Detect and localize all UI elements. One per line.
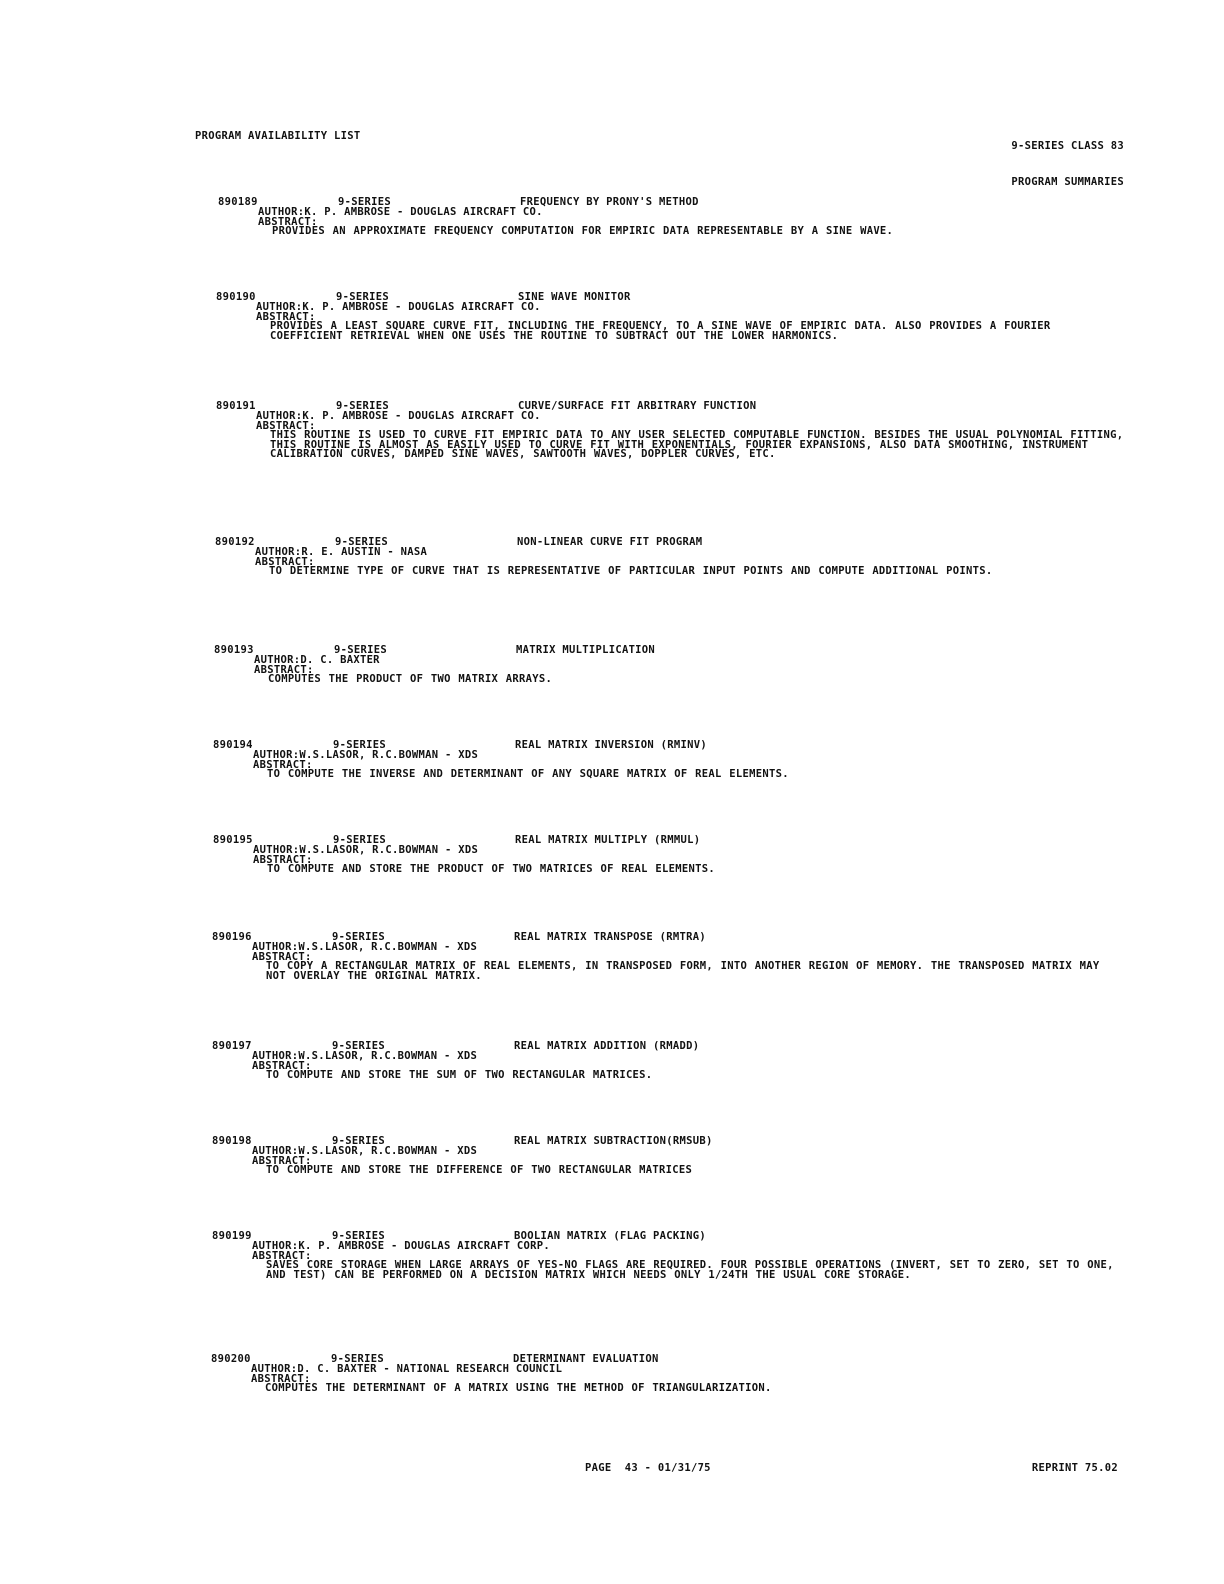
program-title: REAL MATRIX SUBTRACTION(RMSUB) bbox=[514, 1135, 713, 1147]
abstract-label: ABSTRACT: bbox=[252, 1249, 312, 1262]
program-entry bbox=[214, 646, 1128, 685]
entry-heading bbox=[212, 933, 1126, 943]
program-number: 890198 bbox=[212, 1135, 252, 1147]
program-entry bbox=[212, 933, 1126, 981]
program-series: 9-SERIES bbox=[332, 1040, 385, 1052]
abstract-text: TO COMPUTE THE INVERSE AND DETERMINANT OF ANY SQUARE MATRIX OF REAL ELEMENTS. bbox=[267, 768, 789, 781]
program-title: REAL MATRIX INVERSION (RMINV) bbox=[515, 739, 708, 751]
entry-heading bbox=[216, 293, 1130, 303]
abstract-text: TO COMPUTE AND STORE THE SUM OF TWO RECTANGULAR MATRICES. bbox=[266, 1069, 653, 1082]
program-entry bbox=[212, 1042, 1126, 1081]
program-title: REAL MATRIX MULTIPLY (RMMUL) bbox=[515, 834, 701, 846]
abstract-text: PROVIDES A LEAST SQUARE CURVE FIT, INCLUDING THE FREQUENCY, TO A SINE WAVE OF EMPIRIC DATA. ALSO PROVIDES A FOURIER COEFFICIENT RETRIEVAL WHEN ONE USES THE ROUTINE TO SUBTRACT OUT THE LOWER HARMONICS. bbox=[270, 320, 1051, 342]
list-title: PROGRAM AVAILABILITY LIST bbox=[195, 130, 361, 142]
entry-heading bbox=[211, 1355, 1125, 1365]
abstract-label: ABSTRACT: bbox=[253, 853, 313, 866]
abstract-text: SAVES CORE STORAGE WHEN LARGE ARRAYS OF YES-NO FLAGS ARE REQUIRED. FOUR POSSIBLE OPERATIONS (INVERT, SET TO ZERO, SET TO ONE, AND TEST) CAN BE PERFORMED ON A DECISION MATRIX WHICH NEEDS ONLY 1/24TH THE USUAL CORE STORAGE. bbox=[266, 1259, 1114, 1281]
program-entry bbox=[213, 836, 1127, 875]
program-author: AUTHOR:W.S.LASOR, R.C.BOWMAN - XDS bbox=[252, 1050, 478, 1062]
abstract-label: ABSTRACT: bbox=[253, 758, 313, 771]
program-title: DETERMINANT EVALUATION bbox=[513, 1353, 659, 1365]
program-entry bbox=[212, 1232, 1126, 1280]
abstract-text: TO COMPUTE AND STORE THE PRODUCT OF TWO MATRICES OF REAL ELEMENTS. bbox=[267, 863, 716, 876]
program-series: 9-SERIES bbox=[333, 739, 386, 751]
program-entry bbox=[215, 538, 1129, 577]
program-number: 890194 bbox=[213, 739, 253, 751]
program-series: 9-SERIES bbox=[334, 644, 387, 656]
entry-heading bbox=[215, 538, 1129, 548]
program-number: 890190 bbox=[216, 291, 256, 303]
program-title: REAL MATRIX ADDITION (RMADD) bbox=[514, 1040, 700, 1052]
program-author: AUTHOR:W.S.LASOR, R.C.BOWMAN - XDS bbox=[252, 1145, 478, 1157]
program-title: NON-LINEAR CURVE FIT PROGRAM bbox=[517, 536, 703, 548]
abstract-label: ABSTRACT: bbox=[256, 419, 316, 432]
program-entry bbox=[213, 741, 1127, 780]
abstract-label: ABSTRACT: bbox=[252, 950, 312, 963]
program-entry bbox=[216, 293, 1130, 341]
program-entry bbox=[211, 1355, 1125, 1394]
abstract-label: ABSTRACT: bbox=[251, 1372, 311, 1385]
program-number: 890200 bbox=[211, 1353, 251, 1365]
abstract-label: ABSTRACT: bbox=[258, 215, 318, 228]
page-number: PAGE 43 - 01/31/75 bbox=[585, 1462, 711, 1474]
abstract-text: COMPUTES THE PRODUCT OF TWO MATRIX ARRAYS. bbox=[268, 673, 553, 686]
program-entry bbox=[218, 198, 1132, 237]
abstract-text: TO DETERMINE TYPE OF CURVE THAT IS REPRESENTATIVE OF PARTICULAR INPUT POINTS AND COMPUTE ADDITIONAL POINTS. bbox=[269, 565, 993, 578]
program-author: AUTHOR:K. P. AMBROSE - DOUGLAS AIRCRAFT CO. bbox=[256, 410, 541, 422]
program-title: FREQUENCY BY PRONY'S METHOD bbox=[520, 196, 699, 208]
class-header bbox=[1011, 116, 1124, 200]
abstract-text: PROVIDES AN APPROXIMATE FREQUENCY COMPUTATION FOR EMPIRIC DATA REPRESENTABLE BY A SINE WAVE. bbox=[272, 225, 894, 238]
abstract-text: TO COMPUTE AND STORE THE DIFFERENCE OF TWO RECTANGULAR MATRICES bbox=[266, 1164, 693, 1177]
program-number: 890199 bbox=[212, 1230, 252, 1242]
program-series: 9-SERIES bbox=[333, 834, 386, 846]
entry-heading bbox=[214, 646, 1128, 656]
program-title: SINE WAVE MONITOR bbox=[518, 291, 631, 303]
program-author: AUTHOR:K. P. AMBROSE - DOUGLAS AIRCRAFT CO. bbox=[256, 301, 541, 313]
program-series: 9-SERIES bbox=[332, 1230, 385, 1242]
section-label: PROGRAM SUMMARIES bbox=[1011, 176, 1124, 188]
program-author: AUTHOR:K. P. AMBROSE - DOUGLAS AIRCRAFT CORP. bbox=[252, 1240, 550, 1252]
reprint-label: REPRINT 75.02 bbox=[1031, 1462, 1118, 1474]
abstract-label: ABSTRACT: bbox=[252, 1059, 312, 1072]
entry-heading bbox=[218, 198, 1132, 208]
abstract-label: ABSTRACT: bbox=[255, 555, 315, 568]
class-label: 9-SERIES CLASS 83 bbox=[1011, 140, 1124, 152]
program-series: 9-SERIES bbox=[332, 931, 385, 943]
entry-heading bbox=[216, 402, 1130, 412]
program-number: 890193 bbox=[214, 644, 254, 656]
program-series: 9-SERIES bbox=[336, 291, 389, 303]
program-number: 890197 bbox=[212, 1040, 252, 1052]
program-author: AUTHOR:D. C. BAXTER bbox=[254, 654, 380, 666]
abstract-text: COMPUTES THE DETERMINANT OF A MATRIX USING THE METHOD OF TRIANGULARIZATION. bbox=[265, 1382, 772, 1395]
program-title: CURVE/SURFACE FIT ARBITRARY FUNCTION bbox=[518, 400, 757, 412]
abstract-text: TO COPY A RECTANGULAR MATRIX OF REAL ELEMENTS, IN TRANSPOSED FORM, INTO ANOTHER REGION OF MEMORY. THE TRANSPOSED MATRIX MAY NOT OVERLAY THE ORIGINAL MATRIX. bbox=[266, 960, 1100, 982]
program-series: 9-SERIES bbox=[332, 1135, 385, 1147]
abstract-label: ABSTRACT: bbox=[254, 663, 314, 676]
abstract-label: ABSTRACT: bbox=[256, 310, 316, 323]
program-series: 9-SERIES bbox=[331, 1353, 384, 1365]
program-entry bbox=[216, 402, 1130, 460]
program-series: 9-SERIES bbox=[335, 536, 388, 548]
program-series: 9-SERIES bbox=[336, 400, 389, 412]
abstract-label: ABSTRACT: bbox=[252, 1154, 312, 1167]
program-number: 890192 bbox=[215, 536, 255, 548]
program-entry bbox=[212, 1137, 1126, 1176]
program-title: REAL MATRIX TRANSPOSE (RMTRA) bbox=[514, 931, 707, 943]
program-number: 890195 bbox=[213, 834, 253, 846]
entry-heading bbox=[212, 1042, 1126, 1052]
program-author: AUTHOR:W.S.LASOR, R.C.BOWMAN - XDS bbox=[253, 749, 479, 761]
program-number: 890196 bbox=[212, 931, 252, 943]
entry-heading bbox=[212, 1137, 1126, 1147]
program-number: 890189 bbox=[218, 196, 258, 208]
program-number: 890191 bbox=[216, 400, 256, 412]
abstract-text: THIS ROUTINE IS USED TO CURVE FIT EMPIRIC DATA TO ANY USER SELECTED COMPUTABLE FUNCTION. BESIDES THE USUAL POLYNOMIAL FITTING, THIS ROUTINE IS ALMOST AS EASILY USED TO CURVE FIT WITH EXPONENTIALS, FOURIER EXPANSIONS, ALSO DATA SMOOTHING, INSTRUMENT CALIBRATION CURVES, DAMPED SINE WAVES, SAWTOOTH WAVES, DOPPLER CURVES, ETC. bbox=[270, 429, 1124, 461]
program-author: AUTHOR:W.S.LASOR, R.C.BOWMAN - XDS bbox=[252, 941, 478, 953]
program-author: AUTHOR:R. E. AUSTIN - NASA bbox=[255, 546, 428, 558]
program-title: BOOLIAN MATRIX (FLAG PACKING) bbox=[514, 1230, 707, 1242]
program-author: AUTHOR:K. P. AMBROSE - DOUGLAS AIRCRAFT CO. bbox=[258, 206, 543, 218]
program-author: AUTHOR:D. C. BAXTER - NATIONAL RESEARCH COUNCIL bbox=[251, 1363, 563, 1375]
program-title: MATRIX MULTIPLICATION bbox=[516, 644, 656, 656]
entry-heading bbox=[213, 836, 1127, 846]
entry-heading bbox=[213, 741, 1127, 751]
entry-heading bbox=[212, 1232, 1126, 1242]
program-series: 9-SERIES bbox=[338, 196, 391, 208]
program-author: AUTHOR:W.S.LASOR, R.C.BOWMAN - XDS bbox=[253, 844, 479, 856]
